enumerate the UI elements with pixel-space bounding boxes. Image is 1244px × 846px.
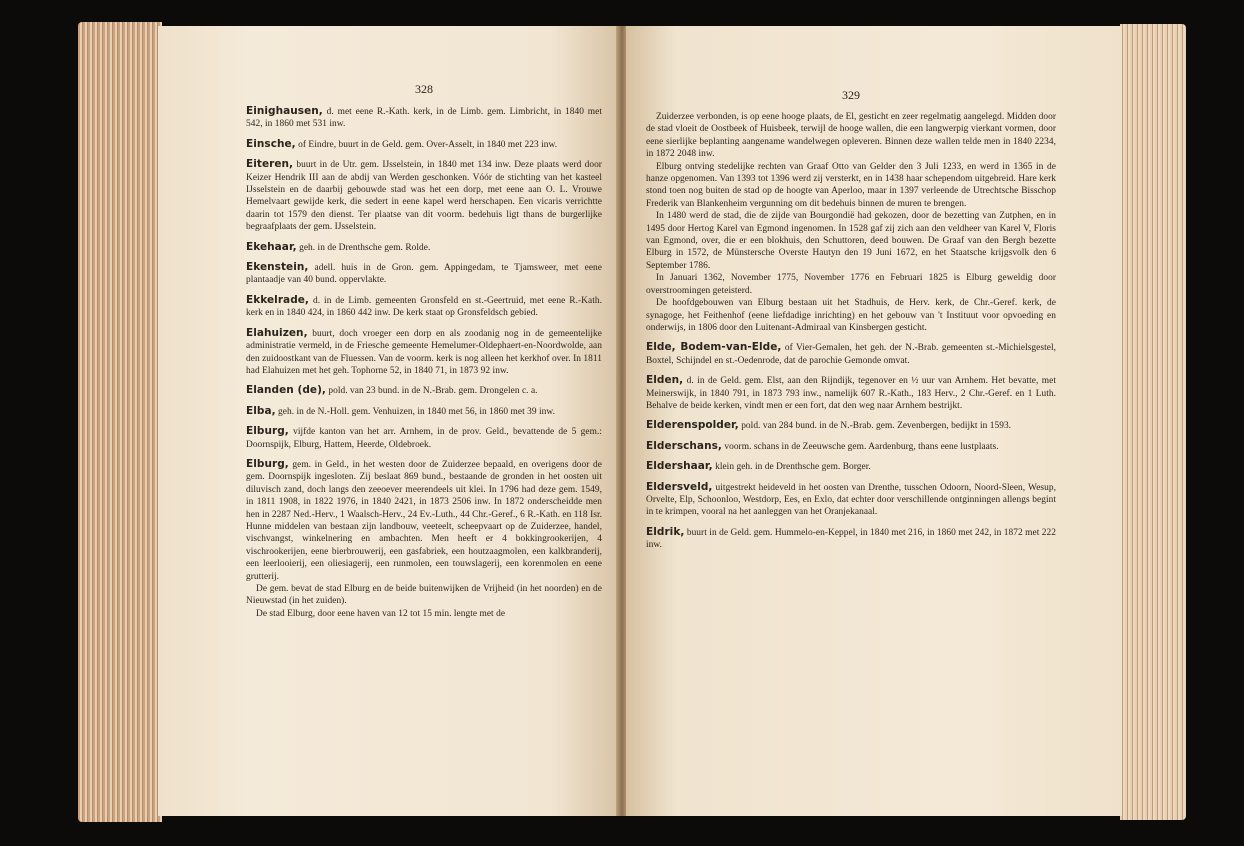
entry-text: klein geh. in de Drenthsche gem. Borger. — [715, 462, 871, 473]
book-page-edges-left — [78, 22, 162, 822]
entry-headword: Elderschans, — [646, 439, 722, 452]
left-page — [158, 26, 618, 816]
entry-text: d. in de Geld. gem. Elst, aan den Rijndijk, tegenover en ½ uur van Arnhem. Het bevatte, met Meinerswijk, in 1840 791, in 1873 793 inw., namelijk 607 R.-Kath., 183 Herv., 2 Chr.-Geref. en 1 Luth. Behalve de beide kerken, vindt men er een fort, dat den weg naar Arnhem bestrijkt. — [646, 376, 1057, 411]
entry-paragraph — [646, 341, 1056, 367]
entry-headword: Elanden (de), — [246, 384, 326, 397]
entry-text: De gem. bevat de stad Elburg en de beide buitenwijken de Vrijheid (in het noorden) en de Nieuwstad (in het zuiden). — [246, 584, 602, 607]
dictionary-entry — [246, 405, 602, 418]
entry-text: De stad Elburg, door eene haven van 12 tot 15 min. lengte met de — [256, 608, 506, 619]
dictionary-entry — [646, 481, 1056, 519]
entry-text: voorm. schans in de Zeeuwsche gem. Aardenburg, thans eene lustplaats. — [724, 441, 999, 452]
entry-paragraph — [246, 425, 602, 451]
entry-paragraph — [646, 526, 1056, 552]
entry-headword: Eldershaar, — [646, 460, 713, 473]
entry-headword: Ekehaar, — [246, 240, 297, 253]
entry-paragraph — [246, 458, 602, 583]
dictionary-entry — [246, 384, 602, 397]
entry-paragraph — [246, 138, 602, 151]
dictionary-entry — [646, 419, 1056, 432]
dictionary-entry — [646, 460, 1056, 473]
entry-paragraph — [646, 272, 1056, 297]
entry-paragraph — [246, 405, 602, 418]
entry-headword: Einighausen, — [246, 105, 323, 117]
entry-paragraph — [646, 161, 1056, 211]
dictionary-entry — [246, 294, 602, 320]
dictionary-entry — [246, 425, 602, 451]
entry-text: buurt in de Geld. gem. Hummelo-en-Keppel, in 1840 met 216, in 1860 met 242, in 1872 met 222 inw. — [646, 527, 1056, 551]
entry-text: buurt in de Utr. gem. IJsselstein, in 1840 met 134 inw. Deze plaats werd door Keizer Hendrik III aan de abdij van Werden geschonken. Vóór de stichting van het kasteel IJsselstein en de daarbij gebouwde stad was het een dorp, met eene aan O. L. Vrouwe Hemelvaart gewijde kerk, die sedert in eene kapel werd herschapen. Een vicaris verrichtte daarin tot 1579 den dienst. Ter plaatse van dit voorm. bedehuis ligt thans de burgerlijke begraafplaats der gem. IJsselstein. — [246, 160, 602, 233]
entry-headword: Elburg, — [246, 457, 289, 470]
dictionary-entry — [246, 327, 602, 378]
entry-paragraph — [646, 481, 1056, 519]
entry-paragraph — [246, 105, 602, 131]
book-page-edges-right — [1120, 24, 1186, 820]
entry-paragraph — [246, 294, 602, 320]
entry-headword: Elderenspolder, — [646, 419, 739, 432]
dictionary-entry — [246, 241, 602, 254]
entry-paragraph — [646, 111, 1056, 161]
entry-text: geh. in de N.-Holl. gem. Venhuizen, in 1840 met 56, in 1860 met 39 inw. — [278, 406, 555, 417]
dictionary-entry — [246, 138, 602, 151]
entry-headword: Elahuizen, — [246, 326, 308, 339]
entry-headword: Eiteren, — [246, 158, 294, 171]
entry-headword: Elba, — [246, 404, 276, 417]
entry-headword: Ekenstein, — [246, 261, 309, 274]
entry-text: adell. huis in de Gron. gem. Appingedam, te Tjamsweer, met eene plantaadje van 40 bund. oppervlakte. — [246, 263, 602, 286]
entry-text: uitgestrekt heideveld in het oosten van Drenthe, tusschen Odoorn, Noord-Sleen, Wesup, Orvelte, Elp, Schoonloo, Westdorp, Ees, en Exlo, dat echter door verschillende ontginningen allengs begint in te krimpen, vooral na het aanleggen van het Oranjekanaal. — [646, 482, 1056, 518]
entry-paragraph — [646, 460, 1056, 473]
entry-headword: Einsche, — [246, 137, 296, 150]
entry-text: geh. in de Drenthsche gem. Rolde. — [299, 242, 431, 253]
entry-paragraph — [646, 440, 1056, 453]
entry-text: pold. van 284 bund. in de N.-Brab. gem. Zevenbergen, bedijkt in 1593. — [741, 421, 1012, 432]
entry-text: Zuiderzee verbonden, is op eene hooge plaats, de El, gesticht en zeer regelmatig aangelegd. Midden door de stad vloeit de Oostbeek of Huisbeek, terwijl de hooge wallen, die een langwerpig vierkant vormen, door eene sierlijke beplanting aangename wandelwegen opleveren. Binnen deze wallen telde men in 1840 2234, in 1872 2048 inw. — [646, 112, 1056, 160]
entry-headword: Eldrik, — [646, 525, 685, 538]
entry-headword: Elden, — [646, 374, 684, 387]
dictionary-entry — [646, 374, 1056, 412]
entry-paragraph — [246, 327, 602, 378]
entry-paragraph — [246, 608, 602, 620]
dictionary-entry — [646, 440, 1056, 453]
dictionary-entry — [646, 341, 1056, 367]
entry-paragraph — [246, 384, 602, 397]
entry-paragraph — [646, 210, 1056, 272]
dictionary-entry — [246, 105, 602, 131]
right-page-text — [646, 111, 1056, 552]
entry-paragraph — [646, 419, 1056, 432]
entry-paragraph — [246, 261, 602, 287]
right-page — [626, 26, 1122, 816]
dictionary-entry — [246, 261, 602, 287]
left-page-text — [246, 105, 602, 620]
entry-paragraph — [246, 241, 602, 254]
entry-text: d. in de Limb. gemeenten Gronsfeld en st.-Geertruid, met eene R.-Kath. kerk en in 1840 424, in 1860 442 inw. De kerk staat op Gronsfeldsch gebied. — [246, 295, 602, 319]
entry-text: gem. in Geld., in het westen door de Zuiderzee bepaald, en overigens door de gem. Doornspijk ingesloten. Zij beslaat 869 bund., bestaande de gronden in het oosten uit diluvisch zand, doch langs den zeeoever meerendeels uit klei. In 1796 had deze gem. 1549, in 1811 1908, in 1822 1976, in 1840 2421, in 1873 2506 inw. In 1872 onderscheidde men hen in 2287 Ned.-Herv., 1 Waalsch-Herv., 24 Ev.-Luth., 44 Chr.-Geref., 6 R.-Kath. en 118 Isr. Hunne middelen van bestaan zijn landbouw, veeteelt, scheepvaart op de Zuiderzee, handel, vischvangst, winkelnering en ambachten. Men heeft er 4 bokkingrookerijen, 4 vischrookerijen, eene bierbrouwerij, een gasfabriek, een houtzaagmolen, een kalkbranderij, een leerlooierij, een oliesiagerij, een runmolen, een touwslagerij, een korenmolen en eene grutterij. — [246, 459, 602, 582]
dictionary-entry — [246, 458, 602, 620]
dictionary-entry — [646, 526, 1056, 552]
dictionary-entry — [646, 111, 1056, 334]
entry-text: vijfde kanton van het arr. Arnhem, in de prov. Geld., bevattende de 5 gem.: Doornspijk, Elburg, Hattem, Heerde, Oldebroek. — [246, 427, 602, 450]
entry-paragraph — [646, 374, 1056, 412]
entry-paragraph — [246, 583, 602, 608]
page-number-left: 328 — [415, 82, 433, 96]
entry-headword: Ekkelrade, — [246, 293, 309, 306]
page-number-right: 329 — [842, 88, 860, 102]
entry-text: of Eindre, buurt in de Geld. gem. Over-Asselt, in 1840 met 223 inw. — [298, 139, 558, 150]
entry-text: Elburg ontving stedelijke rechten van Graaf Otto van Gelder den 3 Juli 1233, en werd in 1365 in de hanze opgenomen. Van 1393 tot 1396 werd zij versterkt, en in 1438 haar schependom uitgebreid. Hare kerk stond toen nog buiten de stad op de hoogte van Aperloo, maar in 1397 verleende de Utrechtsche Bisschop Frederik van Blankenheim vergunning om dit bedehuis binnen de muren te brengen. — [646, 161, 1056, 209]
entry-paragraph — [246, 158, 602, 233]
entry-text: d. met eene R.-Kath. kerk, in de Limb. gem. Limbricht, in 1840 met 542, in 1860 met 531 inw. — [246, 107, 602, 130]
entry-headword: Elburg, — [246, 425, 289, 438]
entry-text: In 1480 werd de stad, die de zijde van Bourgondië had gekozen, door de bezetting van Zutphen, en in 1495 door Hertog Karel van Egmond ingenomen. In 1528 gaf zij zich aan den veldheer van Karel V, Floris van Egmond, over, die er een blokhuis, den Schuttoren, deed bouwen. De Graaf van den Bergh bezette Elburg in 1572, de Münstersche Overste Hautyn den 19 Juni 1672, en het Staatsche krijgsvolk den 6 September 1786. — [646, 211, 1056, 271]
entry-headword: Eldersveld, — [646, 480, 713, 493]
entry-headword: Elde, Bodem-van-Elde, — [646, 341, 782, 354]
entry-text: buurt, doch vroeger een dorp en als zoodanig nog in de gemeentelijke administratie vermeld, in de Friesche gemeente Hemelumer-Oldephaert-en-Noordwolde, aan den zuidoostkant van de Fluessen. Van de voorm. kerk is nog alleen het kerkhof over. In 1811 had Elahuizen met het geh. Tophorne 52, in 1840 71, in 1873 92 inw. — [246, 328, 602, 376]
entry-paragraph — [646, 297, 1056, 334]
dictionary-entry — [246, 158, 602, 233]
entry-text: of Vier-Gemalen, het geh. der N.-Brab. gemeenten st.-Michielsgestel, Boxtel, Schijndel en st.-Oedenrode, dat de parochie Gemonde omvat. — [646, 343, 1056, 366]
entry-text: pold. van 23 bund. in de N.-Brab. gem. Drongelen c. a. — [328, 386, 538, 397]
entry-text: De hoofdgebouwen van Elburg bestaan uit het Stadhuis, de Herv. kerk, de Chr.-Geref. kerk, de synagoge, het Feithenhof (eene liefdadige inrichting) en het gebouw van 't Instituut voor opvoeding en onderwijs, in 1806 door den Luitenant-Admiraal van Kinsbergen gesticht. — [646, 298, 1056, 333]
entry-text: In Januari 1362, November 1775, November 1776 en Februari 1825 is Elburg geweldig door overstroomingen geteisterd. — [646, 273, 1056, 296]
